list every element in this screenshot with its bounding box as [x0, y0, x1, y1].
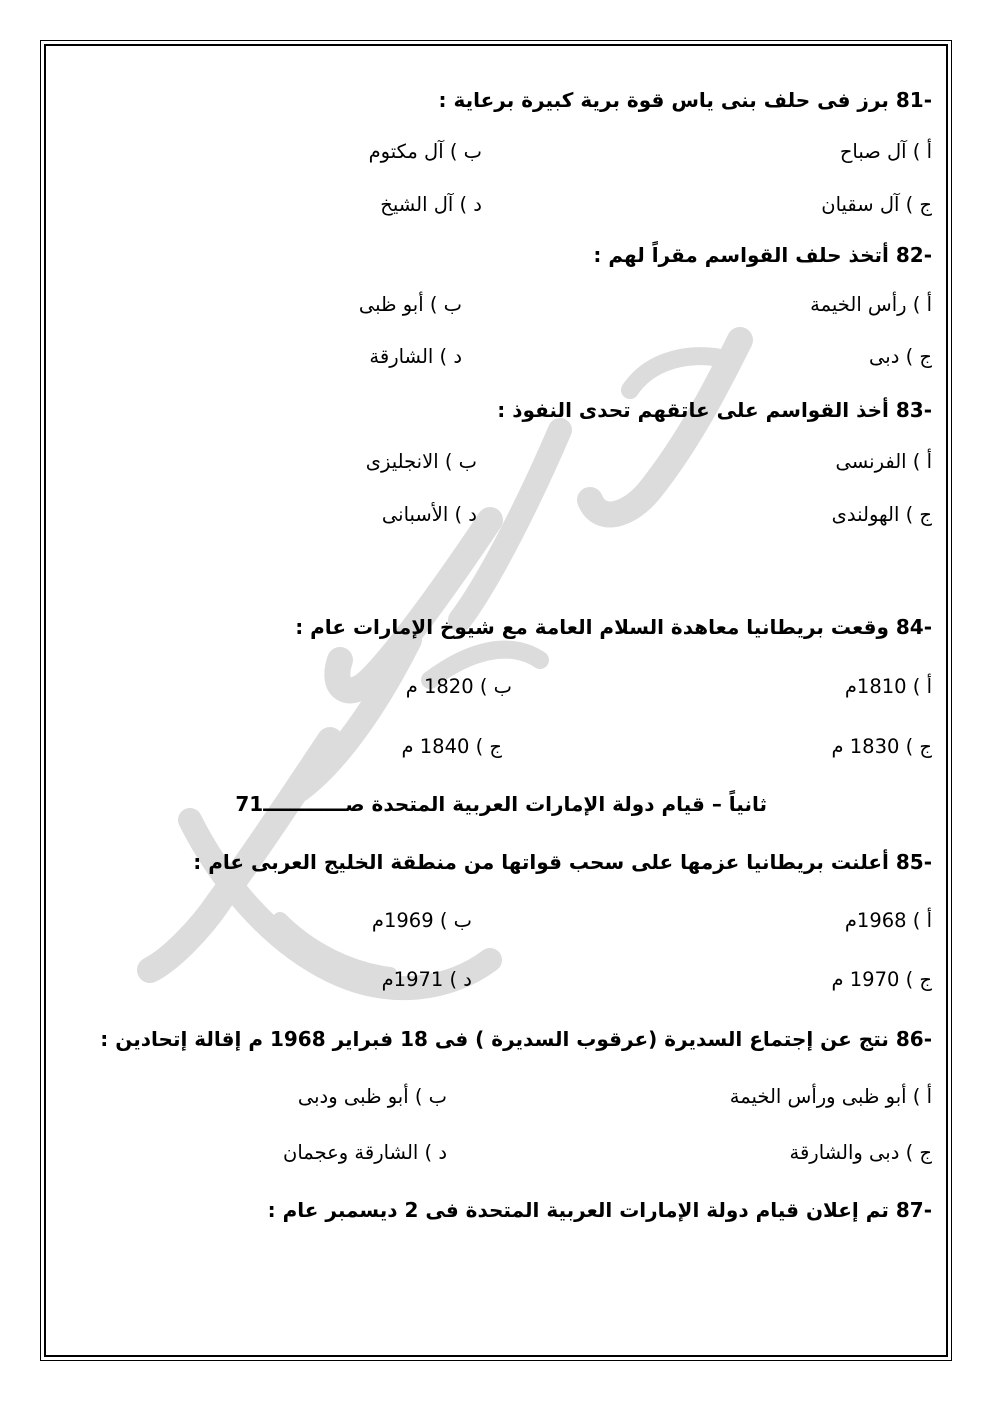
options-row	[132, 450, 932, 480]
option-d: ج ) 1840 م	[401, 735, 502, 758]
option-c: ج ) دبى	[869, 345, 932, 368]
option-a: أ ) 1810م	[844, 675, 932, 698]
option-b: ب ) 1969م	[371, 909, 472, 932]
option-d: د ) آل الشيخ	[380, 193, 482, 216]
option-b: ب ) أبو ظبى ودبى	[297, 1085, 447, 1108]
option-d: د ) الشارقة	[369, 345, 462, 368]
option-a: أ ) آل صباح	[839, 140, 932, 163]
option-a: أ ) أبو ظبى ورأس الخيمة	[729, 1085, 932, 1108]
option-c: ج ) الهولندى	[831, 503, 932, 526]
options-row	[132, 345, 932, 375]
option-b: ب ) آل مكتوم	[368, 140, 482, 163]
options-row	[132, 1085, 932, 1115]
option-d: د ) 1971م	[381, 968, 472, 991]
question-82: 82- أتخذ حلف القواسم مقراً لهم :	[593, 243, 932, 267]
option-d: د ) الأسبانى	[381, 503, 477, 526]
options-row	[132, 675, 932, 705]
option-c: ج ) دبى والشارقة	[789, 1141, 932, 1164]
option-c: ج ) آل سقيان	[821, 193, 932, 216]
options-row	[132, 193, 932, 223]
option-a: أ ) الفرنسى	[835, 450, 932, 473]
option-a: أ ) 1968م	[844, 909, 932, 932]
option-b: ب ) 1820 م	[405, 675, 512, 698]
option-a: أ ) رأس الخيمة	[810, 293, 932, 316]
question-85: 85- أعلنت بريطانيا عزمها على سحب قواتها من منطقة الخليج العربى عام :	[193, 850, 932, 874]
options-row	[132, 140, 932, 170]
option-d: د ) الشارقة وعجمان	[283, 1141, 447, 1164]
option-b: ب ) الانجليزى	[365, 450, 477, 473]
options-row	[132, 503, 932, 533]
option-b: ب ) أبو ظبى	[358, 293, 462, 316]
options-row	[132, 909, 932, 939]
options-row	[132, 735, 932, 765]
options-row	[132, 293, 932, 323]
options-row	[132, 1141, 932, 1171]
question-83: 83- أخذ القواسم على عاتقهم تحدى النفوذ :	[497, 398, 932, 422]
question-84: 84- وقعت بريطانيا معاهدة السلام العامة مع شيوخ الإمارات عام :	[295, 615, 932, 639]
options-row	[132, 968, 932, 998]
section-heading: ثانياً – قيام دولة الإمارات العربية المتحدة صــــــــــــ71	[235, 792, 767, 816]
question-86: 86- نتج عن إجتماع السديرة (عرقوب السديرة ) فى 18 فبراير 1968 م إقالة إتحادين :	[100, 1027, 932, 1051]
option-c: ج ) 1830 م	[831, 735, 932, 758]
option-c: ج ) 1970 م	[831, 968, 932, 991]
question-81: 81- برز فى حلف بنى ياس قوة برية كبيرة برعاية :	[438, 88, 932, 112]
question-87: 87- تم إعلان قيام دولة الإمارات العربية المتحدة فى 2 ديسمبر عام :	[267, 1198, 932, 1222]
